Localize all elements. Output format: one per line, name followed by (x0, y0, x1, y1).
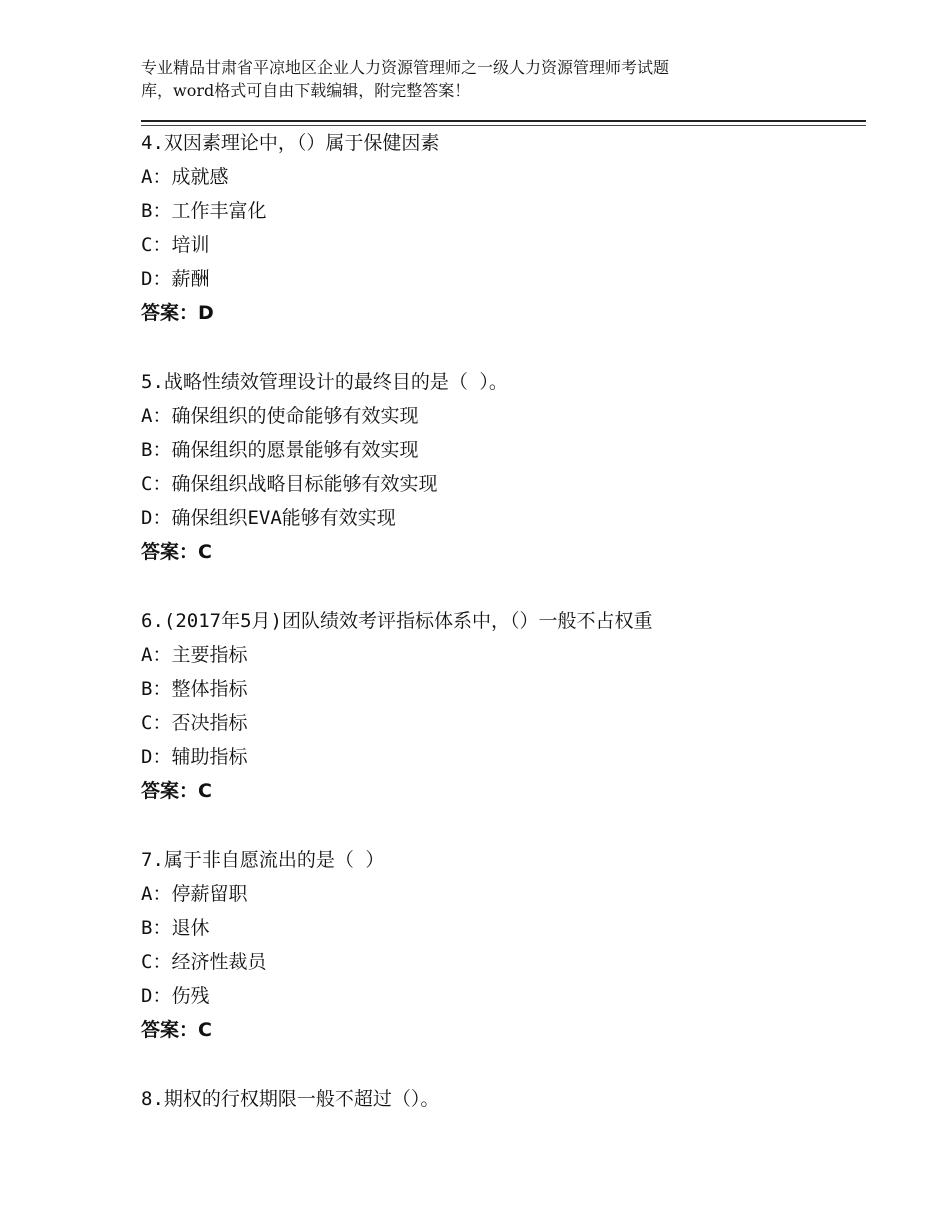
option-a: A：主要指标 (141, 644, 248, 666)
question-5 (141, 365, 866, 569)
option-d: D：辅助指标 (141, 746, 248, 768)
option-a: A：确保组织的使命能够有效实现 (141, 405, 419, 427)
option-c: C：确保组织战略目标能够有效实现 (141, 473, 438, 495)
option-b: B：退休 (141, 917, 210, 939)
question-stem: 8.期权的行权期限一般不超过（）。 (141, 1088, 440, 1110)
header-line-2: 库，word格式可自由下载编辑，附完整答案！ (141, 81, 471, 100)
option-d: D：薪酬 (141, 268, 210, 290)
option-c: C：培训 (141, 234, 210, 256)
question-stem: 7.属于非自愿流出的是（ ） (141, 849, 385, 871)
option-c: C：否决指标 (141, 712, 248, 734)
option-c: C：经济性裁员 (141, 951, 267, 973)
answer: 答案：C (141, 1019, 212, 1041)
option-b: B：确保组织的愿景能够有效实现 (141, 439, 419, 461)
option-a: A：成就感 (141, 166, 229, 188)
option-d: D：伤残 (141, 985, 210, 1007)
answer: 答案：D (141, 302, 214, 324)
question-4 (141, 126, 866, 330)
answer: 答案：C (141, 541, 212, 563)
option-d: D：确保组织EVA能够有效实现 (141, 507, 396, 529)
option-b: B：整体指标 (141, 678, 248, 700)
question-8 (141, 1082, 866, 1116)
question-stem: 4.双因素理论中，（）属于保健因素 (141, 132, 440, 154)
question-7 (141, 843, 866, 1047)
option-b: B：工作丰富化 (141, 200, 267, 222)
question-6 (141, 604, 866, 808)
header-rule-thick (141, 120, 866, 122)
header-line-1: 专业精品甘肃省平凉地区企业人力资源管理师之一级人力资源管理师考试题 (141, 58, 670, 77)
question-stem: 5.战略性绩效管理设计的最终目的是（ ）。 (141, 371, 508, 393)
option-a: A：停薪留职 (141, 883, 248, 905)
document-header (141, 56, 781, 102)
question-stem: 6.(2017年5月)团队绩效考评指标体系中，（）一般不占权重 (141, 610, 653, 632)
answer: 答案：C (141, 780, 212, 802)
